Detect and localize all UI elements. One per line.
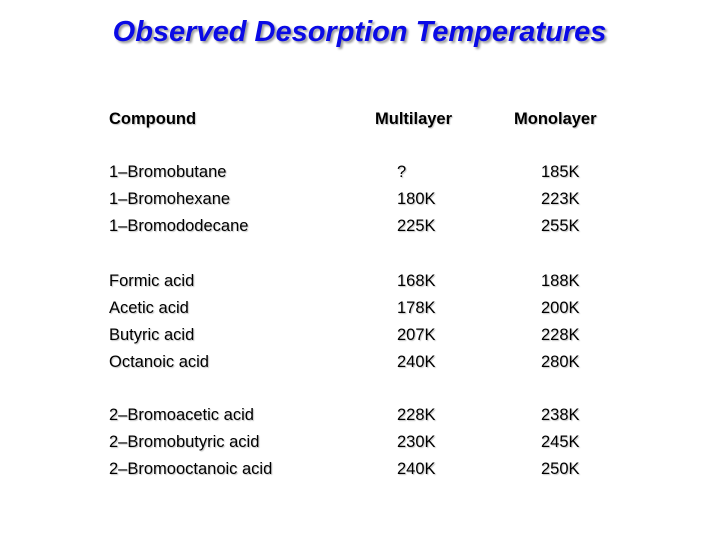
table-row-compound: Octanoic acid <box>109 353 209 371</box>
table-row-multilayer: 178K <box>397 299 436 317</box>
header-compound: Compound <box>109 110 197 128</box>
slide-title: Observed Desorption Temperatures <box>112 16 607 48</box>
table-row-monolayer: 200K <box>541 299 580 317</box>
table-row-compound: 2–Bromooctanoic acid <box>109 460 273 478</box>
table-row-multilayer: ? <box>397 163 407 181</box>
table-row-multilayer: 240K <box>397 460 436 478</box>
header-monolayer: Monolayer <box>514 110 597 128</box>
table-row-compound: Formic acid <box>109 272 195 290</box>
table-row-monolayer: 188K <box>541 272 580 290</box>
table-row-multilayer: 228K <box>397 406 436 424</box>
table-row-monolayer: 228K <box>541 326 580 344</box>
table-row-compound: Butyric acid <box>109 326 195 344</box>
table-row-monolayer: 238K <box>541 406 580 424</box>
table-row-monolayer: 255K <box>541 217 580 235</box>
table-row-multilayer: 207K <box>397 326 436 344</box>
header-multilayer: Multilayer <box>375 110 453 128</box>
table-row-multilayer: 168K <box>397 272 436 290</box>
table-row-compound: 2–Bromoacetic acid <box>109 406 254 424</box>
table-row-monolayer: 223K <box>541 190 580 208</box>
table-row-compound: Acetic acid <box>109 299 189 317</box>
table-row-multilayer: 180K <box>397 190 436 208</box>
table-row-compound: 1–Bromohexane <box>109 190 231 208</box>
table-row-compound: 2–Bromobutyric acid <box>109 433 260 451</box>
table-row-compound: 1–Bromododecane <box>109 217 249 235</box>
table-row-monolayer: 250K <box>541 460 580 478</box>
table-row-multilayer: 225K <box>397 217 436 235</box>
table-row-monolayer: 280K <box>541 353 580 371</box>
table-row-monolayer: 185K <box>541 163 580 181</box>
table-row-monolayer: 245K <box>541 433 580 451</box>
table-row-multilayer: 230K <box>397 433 436 451</box>
table-row-multilayer: 240K <box>397 353 436 371</box>
table-row-compound: 1–Bromobutane <box>109 163 227 181</box>
